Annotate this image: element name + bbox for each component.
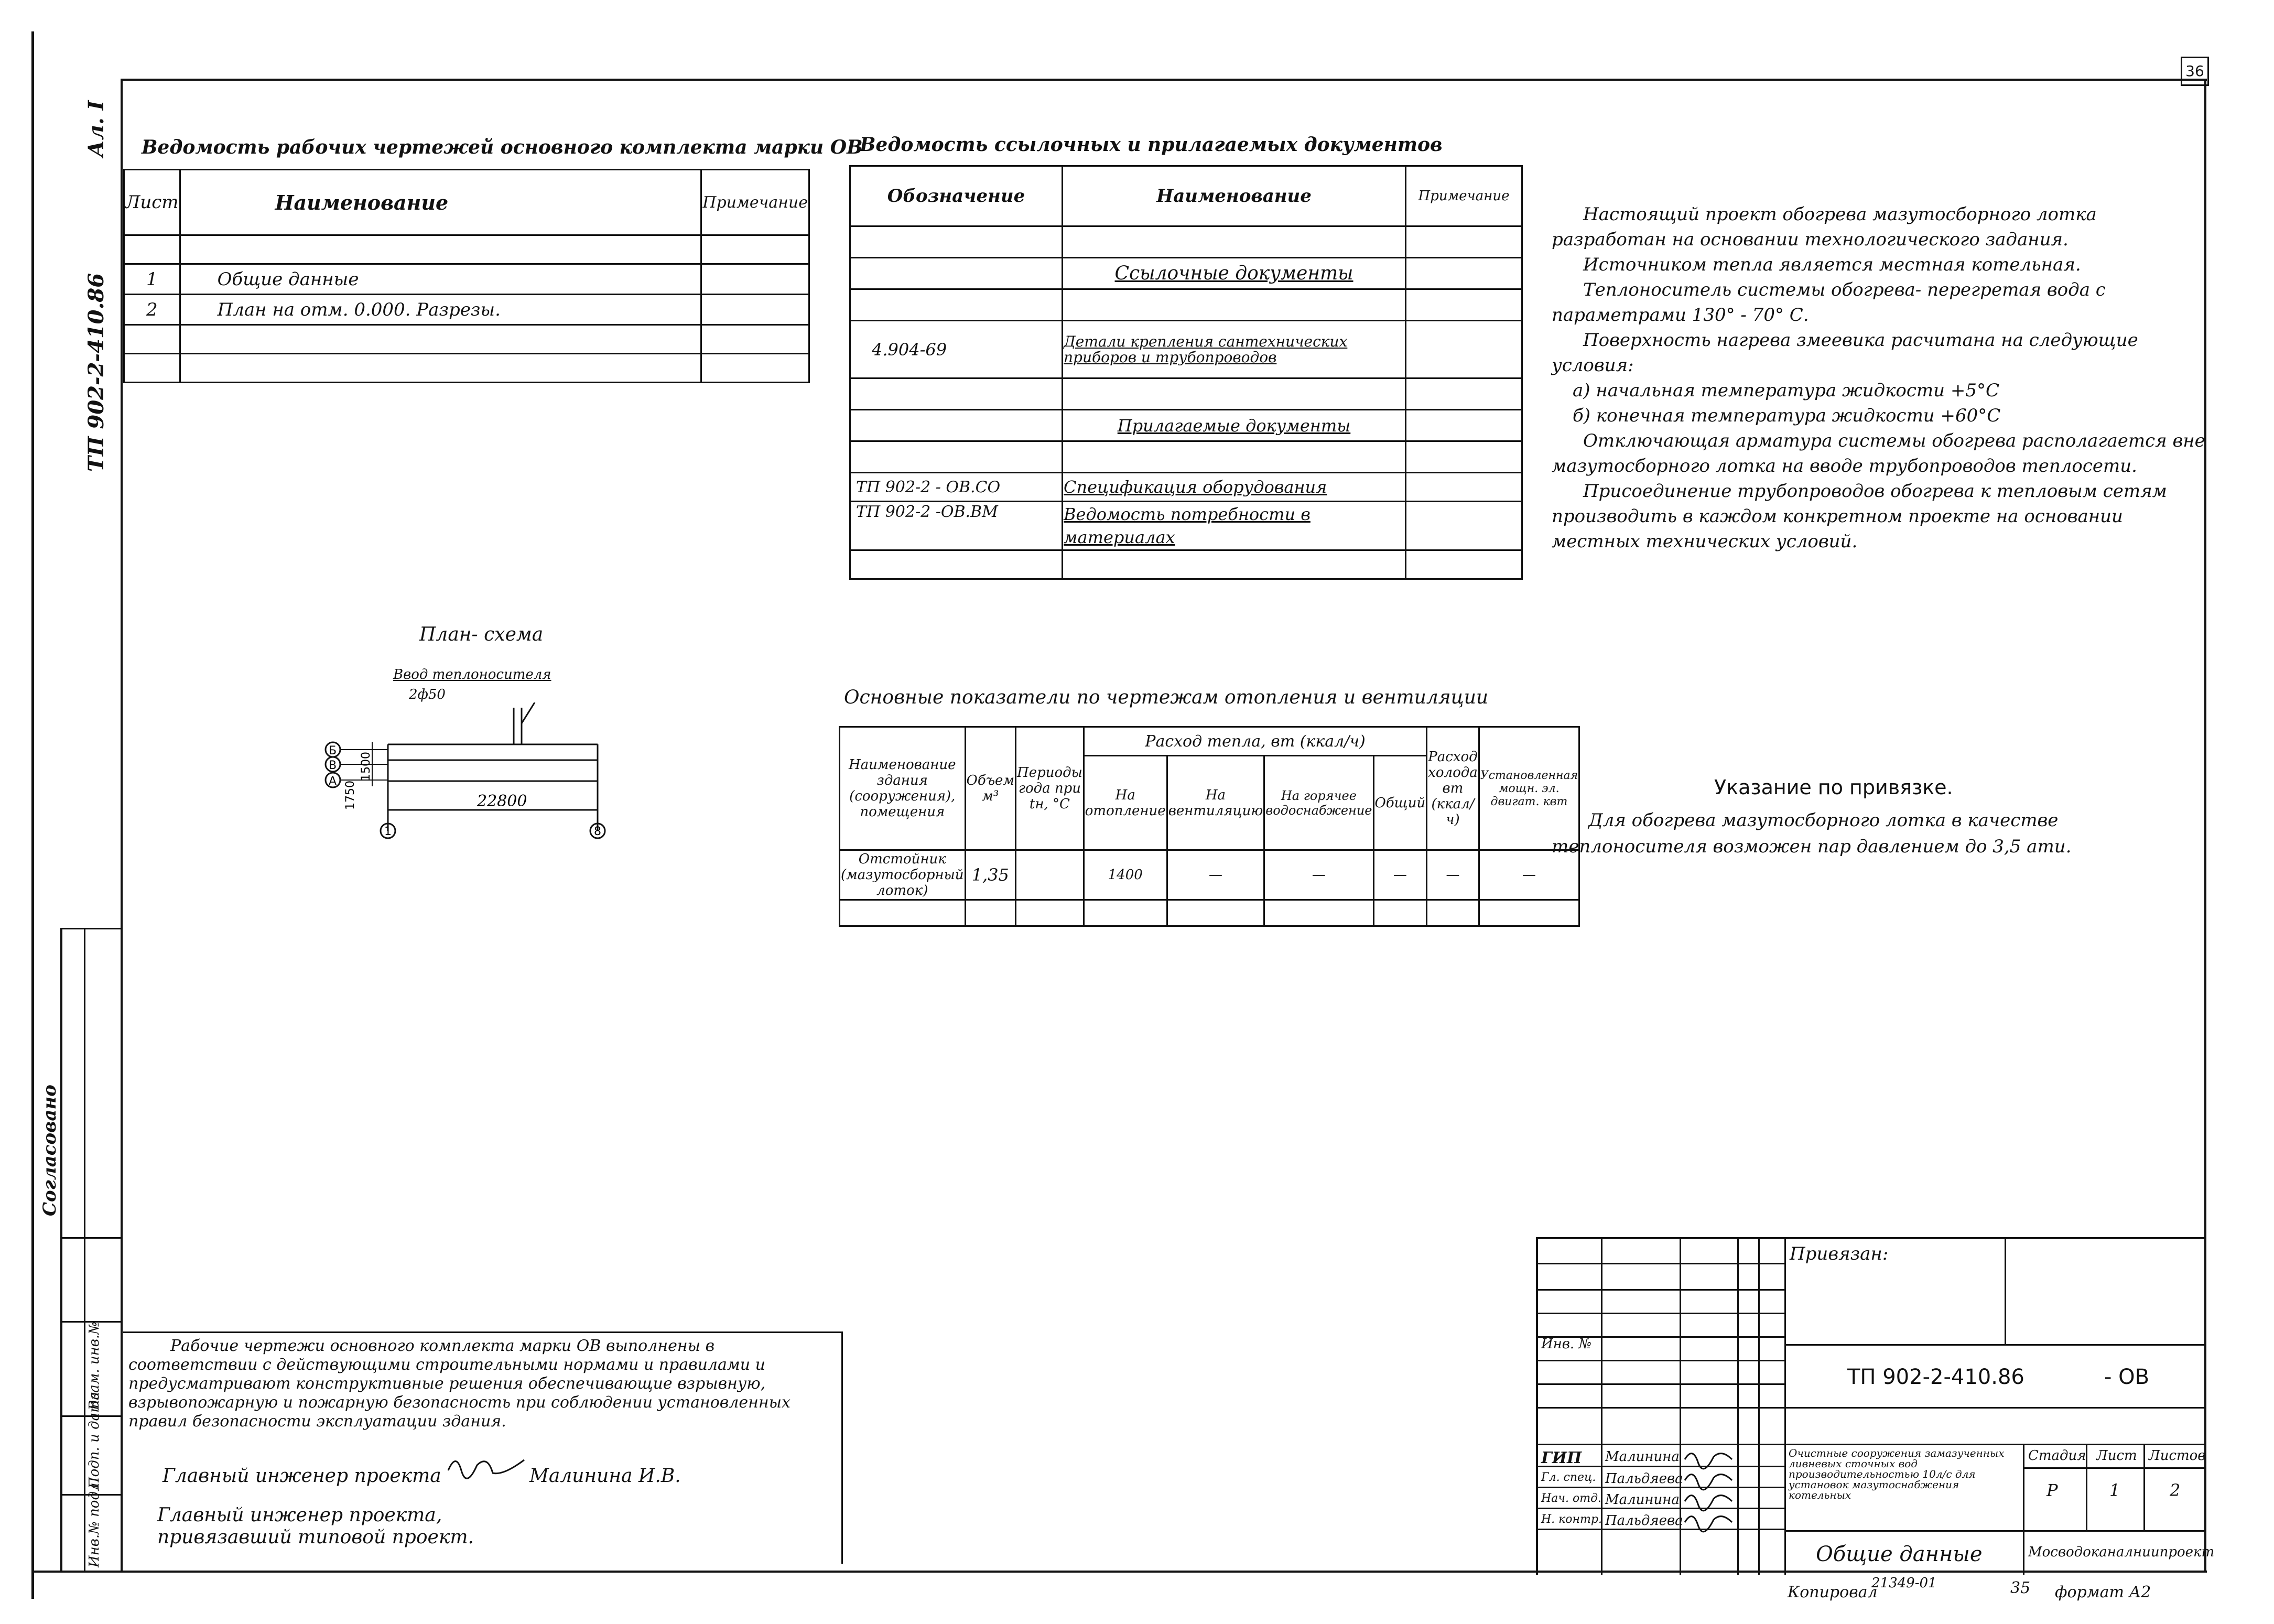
stage-header: Стадия bbox=[2028, 1448, 2086, 1464]
plan-axis-1: 1 bbox=[384, 825, 392, 838]
reference-docs-table bbox=[849, 165, 1523, 580]
indicators-title: Основные показатели по чертежам отопления и вентиляции bbox=[844, 687, 1489, 708]
ind-total: — bbox=[1373, 850, 1427, 900]
att-code: ТП 902-2 - ОВ.СО bbox=[850, 473, 1063, 502]
strip-inv-repl: Взам. инв.№ bbox=[86, 1322, 102, 1410]
note-text: а) начальная температура жидкости +5°С bbox=[1573, 380, 1999, 401]
binding-note-title: Указание по привязке. bbox=[1714, 776, 1953, 799]
frame-left-line bbox=[121, 79, 123, 1573]
ind-col-heating: На отопление bbox=[1084, 756, 1167, 850]
sheets-value: 2 bbox=[2170, 1480, 2181, 1500]
col-note-header: Примечание bbox=[1406, 166, 1522, 226]
title-code: ТП 902-2-410.86 bbox=[1847, 1365, 2024, 1389]
plan-axis-a: А bbox=[329, 775, 337, 788]
note-text: Поверхность нагрева змеевика расчитана на следующие условия: bbox=[1552, 330, 2138, 376]
footer-num: 35 bbox=[2010, 1579, 2031, 1597]
org-name: Мосводоканалниипроект bbox=[2028, 1544, 2215, 1560]
reference-docs-title: Ведомость ссылочных и прилагаемых документов bbox=[860, 134, 1443, 156]
title-block bbox=[1536, 1237, 2215, 1575]
table-row bbox=[124, 354, 809, 383]
note-text: Присоединение трубопроводов обогрева к тепловым сетям производить в каждом конкретном проекте на основании местных технических условий. bbox=[1552, 481, 2167, 552]
col-sheet-header: Лист bbox=[124, 170, 180, 235]
table-row bbox=[124, 264, 809, 295]
table-row bbox=[124, 325, 809, 354]
table-row bbox=[124, 295, 809, 325]
table-row bbox=[850, 473, 1522, 502]
side-code: ТП 902-2-410.86 bbox=[84, 273, 109, 472]
agreed-label: Согласовано bbox=[39, 1085, 60, 1216]
binding-note-text: Для обогрева мазутосборного лотка в качестве теплоносителя возможен пар давлением до 3,5 ати. bbox=[1552, 810, 2072, 857]
ind-col-volume: Объем м³ bbox=[965, 727, 1015, 850]
indicators-table bbox=[839, 726, 1580, 927]
ind-col-cold: Расход холода вт (ккал/ч) bbox=[1427, 727, 1479, 850]
row-name: План на отм. 0.000. Разрезы. bbox=[180, 295, 701, 325]
ind-volume: 1,35 bbox=[965, 850, 1015, 900]
ind-period bbox=[1016, 850, 1084, 900]
table-row bbox=[840, 850, 1579, 900]
ind-cold: — bbox=[1427, 850, 1479, 900]
table-row bbox=[850, 502, 1522, 550]
footer-format: формат А2 bbox=[2055, 1583, 2151, 1601]
person-name: Пальдяева bbox=[1605, 1471, 1683, 1487]
plan-dim-1750: 1750 bbox=[344, 781, 357, 810]
ref-code: 4.904-69 bbox=[850, 321, 1063, 378]
strip-left-line bbox=[60, 928, 62, 1573]
object-name: Очистные сооружения замазученных ливневых сточных вод производительностью 10л/с для установок мазутоснабжения котельных bbox=[1789, 1447, 2005, 1501]
chief-signature bbox=[446, 1449, 529, 1486]
plan-scheme-title: План- схема bbox=[419, 624, 544, 645]
person-role: Гл. спец. bbox=[1541, 1471, 1596, 1484]
note-text: Теплоноситель системы обогрева- перегретая вода с параметрами 130° - 70° С. bbox=[1552, 279, 2106, 326]
chief-engineer-label: Главный инженер проекта bbox=[163, 1465, 441, 1487]
row-sheet: 2 bbox=[124, 295, 180, 325]
plan-scheme-pipe: 2ф50 bbox=[409, 687, 446, 702]
inv-label: Инв. № bbox=[1541, 1336, 1592, 1352]
stage-value: Р bbox=[2046, 1480, 2058, 1500]
col-name-header: Наименование bbox=[180, 170, 701, 235]
person-role: ГИП bbox=[1541, 1449, 1582, 1467]
person-name: Малинина bbox=[1605, 1449, 1680, 1465]
outer-left-line bbox=[31, 31, 34, 1599]
person-name: Пальдяева bbox=[1605, 1513, 1683, 1529]
note-text: Отключающая арматура системы обогрева располагается вне мазутосборного лотка на вводе трубопроводов теплосети. bbox=[1552, 430, 2205, 477]
chief-engineer-name: Малинина И.В. bbox=[529, 1465, 681, 1487]
row-note bbox=[701, 295, 809, 325]
bound-label: Привязан: bbox=[1790, 1243, 1889, 1264]
title-suffix: - ОВ bbox=[2104, 1365, 2150, 1389]
footer-copied: Копировал bbox=[1788, 1583, 1878, 1601]
table-row bbox=[124, 235, 809, 264]
section-att-label: Прилагаемые документы bbox=[1063, 410, 1406, 441]
ind-col-heat-group: Расход тепла, вт (ккал/ч) bbox=[1084, 727, 1426, 756]
plan-axis-b: Б bbox=[329, 744, 337, 757]
note-text: Источником тепла является местная котельная. bbox=[1583, 254, 2081, 275]
ind-name: Отстойник (мазутосборный лоток) bbox=[840, 850, 966, 900]
ind-col-total: Общий bbox=[1373, 756, 1427, 850]
footer-order: 21349-01 bbox=[1871, 1575, 1937, 1591]
ind-col-power: Установленная мощн. эл. двигат. квт bbox=[1479, 727, 1579, 850]
note-text: б) конечная температура жидкости +60°С bbox=[1573, 405, 2001, 426]
ind-col-period: Периоды года при tн, °С bbox=[1016, 727, 1084, 850]
ref-name: Детали крепления сантехнических приборов и трубопроводов bbox=[1063, 321, 1406, 378]
page-mark: Ал. I bbox=[84, 100, 109, 157]
sheets-header: Листов bbox=[2149, 1448, 2206, 1464]
drawings-list-title: Ведомость рабочих чертежей основного комплекта марки ОВ bbox=[142, 136, 863, 158]
col-note-header: Примечание bbox=[701, 170, 809, 235]
strip-inv-orig: Инв.№ подл. bbox=[86, 1478, 102, 1567]
note-text: Настоящий проект обогрева мазутосборного лотка разработан на основании технологического задания. bbox=[1552, 204, 2097, 250]
doc-title: Общие данные bbox=[1816, 1542, 1983, 1566]
drawings-list-table bbox=[123, 169, 810, 383]
section-ref-label: Ссылочные документы bbox=[1063, 258, 1406, 289]
plan-scheme-drawing bbox=[315, 702, 629, 849]
person-name: Малинина bbox=[1605, 1492, 1680, 1508]
col-code-header: Обозначение bbox=[850, 166, 1063, 226]
plan-scheme-inlet: Ввод теплоносителя bbox=[393, 667, 551, 683]
table-row bbox=[850, 321, 1522, 378]
sheet-value: 1 bbox=[2109, 1480, 2120, 1500]
att-name: Ведомость потребности в материалах bbox=[1063, 502, 1406, 550]
bottom-note-text: Рабочие чертежи основного комплекта марки ОВ выполнены в соответствии с действующими строительными нормами и правилами и предусматривают конструктивные решения обеспечивающие взрывную, взрывопожарную и пожарную безопасность при соблюдении установленных правил безопасности эксплуатации здания. bbox=[128, 1337, 791, 1431]
notes-block bbox=[1552, 202, 2207, 554]
plan-axis-8: 8 bbox=[594, 825, 601, 838]
chief-engineer-binder: Главный инженер проекта, привязавший типовой проект. bbox=[157, 1504, 474, 1548]
person-role: Н. контр. bbox=[1541, 1513, 1602, 1526]
ind-hotwater: — bbox=[1264, 850, 1373, 900]
frame-top-line bbox=[121, 79, 2207, 81]
row-note bbox=[701, 264, 809, 295]
col-name-header: Наименование bbox=[1063, 166, 1406, 226]
row-name: Общие данные bbox=[180, 264, 701, 295]
ind-power: — bbox=[1479, 850, 1579, 900]
table-row bbox=[840, 900, 1579, 926]
att-code: ТП 902-2 -ОВ.ВМ bbox=[850, 502, 1063, 550]
att-name: Спецификация оборудования bbox=[1063, 473, 1406, 502]
ind-col-hotwater: На горячее водоснабжение bbox=[1264, 756, 1373, 850]
strip-sign-date: Подп. и дата bbox=[86, 1391, 102, 1489]
sheet-stamp bbox=[2181, 57, 2209, 86]
strip-top-line bbox=[60, 928, 121, 929]
strip-sep-1 bbox=[60, 1237, 121, 1239]
plan-length: 22800 bbox=[477, 792, 527, 810]
plan-dim-1500: 1500 bbox=[360, 752, 373, 781]
ind-col-name: Наименование здания (сооружения), помещения bbox=[840, 727, 966, 850]
plan-axis-v: В bbox=[329, 759, 337, 772]
sheet-header: Лист bbox=[2096, 1448, 2137, 1464]
ind-col-ventilation: На вентиляцию bbox=[1167, 756, 1264, 850]
strip-mid-line bbox=[84, 928, 85, 1573]
row-sheet: 1 bbox=[124, 264, 180, 295]
sheet-stamp-number: 36 bbox=[2185, 62, 2204, 80]
signatures bbox=[1682, 1446, 1735, 1533]
person-role: Нач. отд. bbox=[1541, 1492, 1602, 1505]
ind-ventilation: — bbox=[1167, 850, 1264, 900]
ind-heating: 1400 bbox=[1084, 850, 1167, 900]
